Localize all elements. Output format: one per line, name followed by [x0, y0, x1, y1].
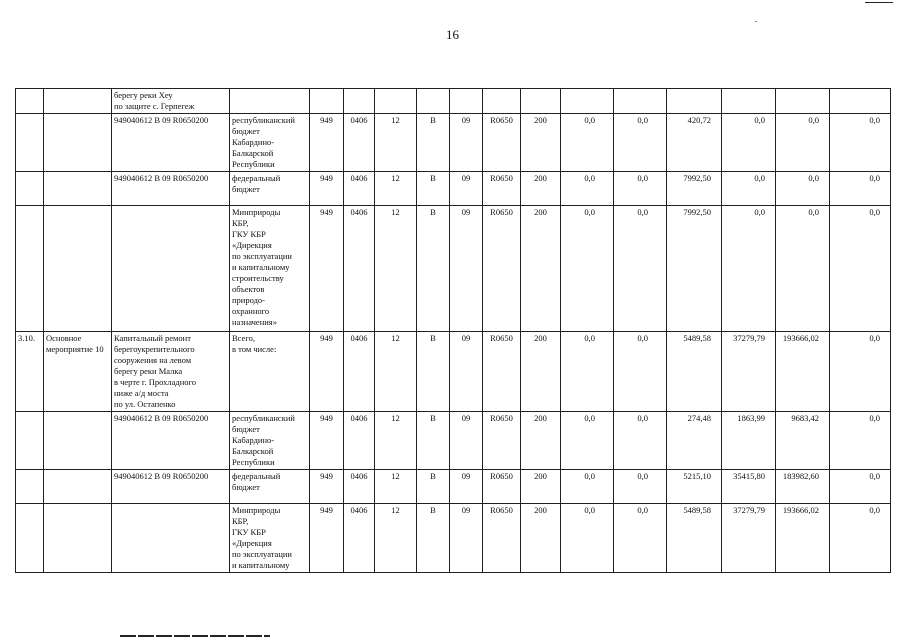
value-cell: 0,0 — [561, 206, 614, 332]
program-name-cell — [44, 412, 112, 470]
program-name-cell — [44, 206, 112, 332]
code-cell: 949 — [310, 504, 344, 573]
row-number-cell — [16, 89, 44, 114]
code-cell: 0406 — [344, 412, 375, 470]
value-cell: 193666,02 — [776, 332, 830, 412]
code-cell: 0406 — [344, 470, 375, 504]
code-cell: В — [417, 172, 450, 206]
value-cell: 0,0 — [776, 114, 830, 172]
code-cell: 0406 — [344, 332, 375, 412]
table-row — [16, 89, 891, 114]
value-cell: 183982,60 — [776, 470, 830, 504]
budget-code-cell: 949040612 В 09 R0650200 — [112, 114, 230, 172]
value-cell: 37279,79 — [722, 504, 776, 573]
value-cell: 7992,50 — [667, 172, 722, 206]
program-name-cell — [44, 470, 112, 504]
value-cell: 5489,58 — [667, 332, 722, 412]
budget-code-cell: 949040612 В 09 R0650200 — [112, 172, 230, 206]
code-cell: 949 — [310, 412, 344, 470]
value-cell: 0,0 — [614, 114, 667, 172]
budget-table — [15, 88, 891, 573]
table-row — [16, 504, 891, 573]
code-cell: В — [417, 470, 450, 504]
code-cell: 09 — [450, 206, 483, 332]
code-cell: 200 — [521, 470, 561, 504]
code-cell: 09 — [450, 332, 483, 412]
value-cell: 0,0 — [614, 504, 667, 573]
code-cell — [344, 89, 375, 114]
code-cell: 200 — [521, 504, 561, 573]
scan-speck — [755, 21, 757, 22]
row-number-cell — [16, 206, 44, 332]
value-cell: 0,0 — [830, 470, 891, 504]
code-cell: 09 — [450, 172, 483, 206]
value-cell: 0,0 — [614, 172, 667, 206]
value-cell: 0,0 — [830, 206, 891, 332]
value-cell: 193666,02 — [776, 504, 830, 573]
code-cell — [521, 89, 561, 114]
description-cell: Капитальный ремонт берегоукрепительного сооружения на левом берегу реки Малка в черте г. Прохладного ниже а/д моста по ул. Остапенко — [112, 332, 230, 412]
value-cell: 0,0 — [561, 470, 614, 504]
value-cell: 0,0 — [776, 172, 830, 206]
code-cell: R0650 — [483, 412, 521, 470]
code-cell — [483, 89, 521, 114]
code-cell: 12 — [375, 172, 417, 206]
value-cell: 5489,58 — [667, 504, 722, 573]
value-cell — [561, 89, 614, 114]
value-cell: 7992,50 — [667, 206, 722, 332]
description-cell: берегу реки Хеу по защите с. Герпегеж — [112, 89, 230, 114]
value-cell: 0,0 — [614, 412, 667, 470]
code-cell: В — [417, 332, 450, 412]
row-number-cell: 3.10. — [16, 332, 44, 412]
program-name-cell — [44, 114, 112, 172]
code-cell: 0406 — [344, 504, 375, 573]
table-row — [16, 172, 891, 206]
funding-source-cell: федеральный бюджет — [230, 470, 310, 504]
code-cell: 12 — [375, 504, 417, 573]
code-cell: В — [417, 412, 450, 470]
code-cell: 0406 — [344, 206, 375, 332]
value-cell: 274,48 — [667, 412, 722, 470]
value-cell: 0,0 — [722, 172, 776, 206]
value-cell — [667, 89, 722, 114]
program-name-cell — [44, 504, 112, 573]
table-row — [16, 332, 891, 412]
value-cell — [614, 89, 667, 114]
footer-rule — [120, 635, 270, 637]
code-cell: 949 — [310, 206, 344, 332]
code-cell: 12 — [375, 412, 417, 470]
code-cell: 200 — [521, 206, 561, 332]
budget-code-cell — [112, 504, 230, 573]
code-cell: 09 — [450, 470, 483, 504]
code-cell: 09 — [450, 114, 483, 172]
funding-source-cell: республиканский бюджет Кабардино- Балкарской Республики — [230, 412, 310, 470]
table-row — [16, 206, 891, 332]
code-cell: В — [417, 206, 450, 332]
funding-source-cell — [230, 89, 310, 114]
value-cell: 0,0 — [830, 332, 891, 412]
code-cell — [450, 89, 483, 114]
code-cell: 949 — [310, 114, 344, 172]
value-cell: 0,0 — [722, 114, 776, 172]
funding-source-cell: Минприроды КБР, ГКУ КБР «Дирекция по эксплуатации и капитальному строительству объектов природо- охранного назначения» — [230, 206, 310, 332]
funding-source-cell: республиканский бюджет Кабардино- Балкарской Республики — [230, 114, 310, 172]
table-row — [16, 470, 891, 504]
code-cell: 200 — [521, 332, 561, 412]
code-cell: 09 — [450, 504, 483, 573]
value-cell: 0,0 — [830, 172, 891, 206]
code-cell: 0406 — [344, 172, 375, 206]
code-cell — [375, 89, 417, 114]
code-cell — [417, 89, 450, 114]
code-cell: R0650 — [483, 206, 521, 332]
value-cell: 0,0 — [614, 332, 667, 412]
value-cell: 0,0 — [561, 504, 614, 573]
row-number-cell — [16, 114, 44, 172]
code-cell: В — [417, 504, 450, 573]
code-cell: 200 — [521, 114, 561, 172]
code-cell: 949 — [310, 470, 344, 504]
table-row — [16, 412, 891, 470]
program-name-cell — [44, 172, 112, 206]
table-row — [16, 114, 891, 172]
funding-source-cell: федеральный бюджет — [230, 172, 310, 206]
value-cell: 0,0 — [561, 412, 614, 470]
value-cell: 0,0 — [830, 412, 891, 470]
budget-code-cell: 949040612 В 09 R0650200 — [112, 412, 230, 470]
value-cell: 0,0 — [830, 114, 891, 172]
value-cell: 0,0 — [830, 504, 891, 573]
code-cell: 200 — [521, 412, 561, 470]
code-cell: R0650 — [483, 470, 521, 504]
value-cell: 0,0 — [561, 332, 614, 412]
program-name-cell — [44, 89, 112, 114]
value-cell: 0,0 — [722, 206, 776, 332]
code-cell: 12 — [375, 332, 417, 412]
corner-mark — [865, 2, 893, 3]
code-cell: 09 — [450, 412, 483, 470]
program-name-cell: Основное мероприятие 10 — [44, 332, 112, 412]
funding-source-cell: Минприроды КБР, ГКУ КБР «Дирекция по эксплуатации и капитальному — [230, 504, 310, 573]
budget-code-cell: 949040612 В 09 R0650200 — [112, 470, 230, 504]
value-cell: 0,0 — [614, 470, 667, 504]
value-cell: 0,0 — [561, 172, 614, 206]
row-number-cell — [16, 504, 44, 573]
value-cell: 0,0 — [614, 206, 667, 332]
code-cell: 949 — [310, 172, 344, 206]
row-number-cell — [16, 172, 44, 206]
page-number: 16 — [446, 27, 459, 42]
code-cell: 200 — [521, 172, 561, 206]
value-cell — [776, 89, 830, 114]
code-cell — [310, 89, 344, 114]
code-cell: В — [417, 114, 450, 172]
value-cell: 9683,42 — [776, 412, 830, 470]
value-cell: 35415,80 — [722, 470, 776, 504]
code-cell: 12 — [375, 206, 417, 332]
value-cell: 37279,79 — [722, 332, 776, 412]
row-number-cell — [16, 470, 44, 504]
code-cell: R0650 — [483, 504, 521, 573]
value-cell: 1863,99 — [722, 412, 776, 470]
budget-code-cell — [112, 206, 230, 332]
code-cell: 949 — [310, 332, 344, 412]
row-number-cell — [16, 412, 44, 470]
code-cell: R0650 — [483, 114, 521, 172]
code-cell: 12 — [375, 114, 417, 172]
value-cell: 0,0 — [776, 206, 830, 332]
code-cell: R0650 — [483, 172, 521, 206]
code-cell: R0650 — [483, 332, 521, 412]
code-cell: 0406 — [344, 114, 375, 172]
code-cell: 12 — [375, 470, 417, 504]
value-cell: 5215,10 — [667, 470, 722, 504]
value-cell: 420,72 — [667, 114, 722, 172]
value-cell: 0,0 — [561, 114, 614, 172]
value-cell — [830, 89, 891, 114]
funding-source-cell: Всего, в том числе: — [230, 332, 310, 412]
value-cell — [722, 89, 776, 114]
